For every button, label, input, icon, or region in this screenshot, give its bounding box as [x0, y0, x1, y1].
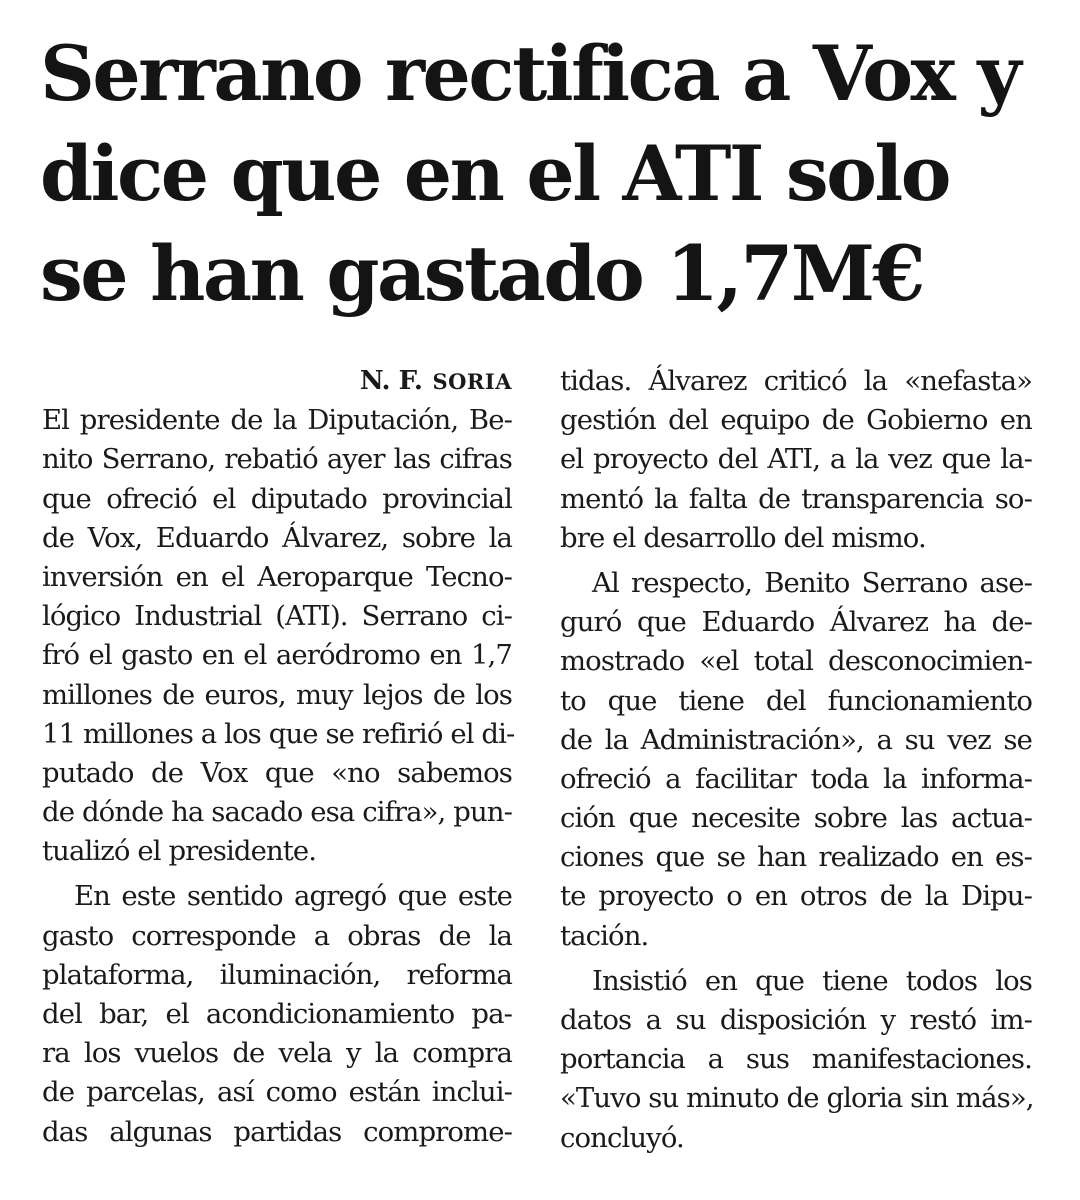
text-line: plataforma, iluminación, reforma	[42, 958, 512, 991]
text-line: te proyecto o en otros de la Dipu-	[560, 880, 1032, 913]
text-line: tualizó el presidente.	[42, 835, 317, 868]
headline-line: se han gastado 1,7M€	[40, 229, 923, 318]
text-line: de dónde ha sacado esa cifra», pun-	[42, 796, 512, 829]
text-line: das algunas partidas comprome-	[42, 1115, 512, 1148]
byline-place: SORIA	[432, 369, 512, 394]
text-line: bre el desarrollo del mismo.	[560, 521, 926, 554]
text-line: guró que Eduardo Álvarez ha de-	[560, 606, 1032, 639]
text-line: gestión del equipo de Gobierno en	[560, 404, 1032, 437]
text-line: ción que necesite sobre las actua-	[560, 802, 1032, 835]
text-line: ra los vuelos de vela y la compra	[42, 1037, 512, 1070]
text-line: nito Serrano, rebatió ayer las cifras	[42, 443, 512, 476]
text-line: Insistió en que tiene todos los	[592, 964, 1032, 997]
text-line: lógico Industrial (ATI). Serrano ci-	[42, 600, 512, 633]
text-line: tidas. Álvarez criticó la «nefasta»	[560, 365, 1032, 397]
text-line: mostrado «el total desconocimien-	[560, 645, 1032, 678]
text-line: fró el gasto en el aeródromo en 1,7	[42, 639, 512, 672]
text-line: ciones que se han realizado en es-	[560, 841, 1032, 874]
text-line: gasto corresponde a obras de la	[42, 919, 512, 952]
text-line: Al respecto, Benito Serrano ase-	[592, 566, 1032, 599]
article-column-right	[560, 362, 1032, 1158]
byline	[42, 362, 512, 401]
headline-line: Serrano rectifica a Vox y	[40, 29, 1019, 118]
text-line: to que tiene del funcionamiento	[560, 684, 1032, 717]
text-line: inversión en el Aeroparque Tecno-	[42, 560, 512, 593]
text-line: de Vox, Eduardo Álvarez, sobre la	[42, 521, 512, 554]
text-line: el proyecto del ATI, a la vez que la-	[560, 443, 1032, 476]
headline	[40, 24, 1050, 324]
article-column-left	[42, 362, 515, 1152]
text-line: ofreció a facilitar toda la informa-	[560, 762, 1032, 795]
text-line: El presidente de la Diputación, Be-	[42, 404, 512, 437]
text-line: «Tuvo su minuto de gloria sin más»,	[560, 1082, 1034, 1115]
text-line: que ofreció el diputado provincial	[42, 482, 512, 515]
byline-author: N. F.	[359, 366, 423, 396]
text-line: de parcelas, así como están inclui-	[42, 1076, 512, 1109]
text-line: millones de euros, muy lejos de los	[42, 678, 512, 711]
text-line: tación.	[560, 919, 649, 952]
text-line: portancia a sus manifestaciones.	[560, 1043, 1032, 1076]
text-line: del bar, el acondicionamiento pa-	[42, 998, 512, 1030]
text-line: 11 millones a los que se refirió el di-	[42, 717, 515, 750]
text-line: En este sentido agregó que este	[74, 880, 512, 913]
text-line: de la Administración», a su vez se	[560, 723, 1032, 756]
text-line: mentó la falta de transparencia so-	[560, 482, 1032, 515]
text-line: putado de Vox que «no sabemos	[42, 756, 512, 789]
text-line: concluyó.	[560, 1121, 684, 1154]
headline-line: dice que en el ATI solo	[40, 129, 949, 218]
text-line: datos a su disposición y restó im-	[560, 1004, 1032, 1036]
